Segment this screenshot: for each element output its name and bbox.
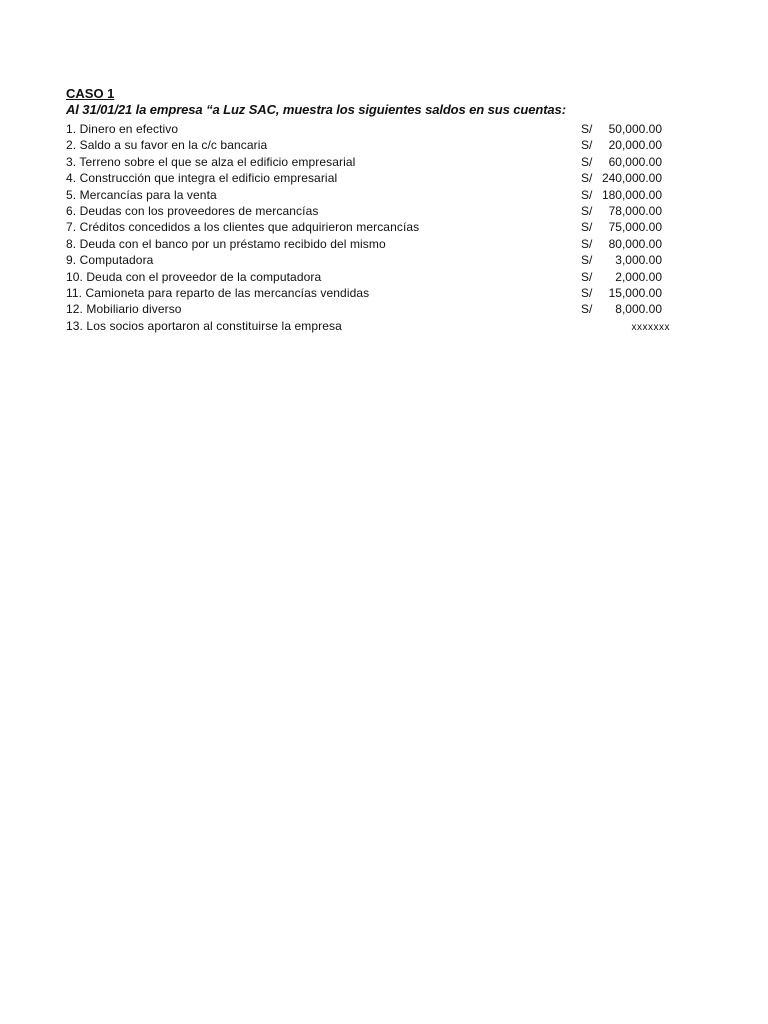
list-item (66, 319, 670, 335)
item-currency: S/ (581, 302, 593, 317)
account-balances-list (66, 122, 670, 335)
list-item (66, 188, 670, 204)
item-amount: 78,000.00 (608, 203, 662, 218)
item-currency: S/ (581, 203, 593, 218)
list-item (66, 155, 670, 171)
item-currency: S/ (581, 122, 593, 136)
item-description: 1. Dinero en efectivo (66, 122, 179, 136)
item-description: 11. Camioneta para reparto de las mercancías vendidas (66, 285, 370, 300)
item-description: 9. Computadora (66, 253, 154, 268)
item-currency: S/ (581, 138, 593, 153)
item-amount: 80,000.00 (608, 236, 662, 251)
item-description: 10. Deuda con el proveedor de la computadora (66, 269, 322, 284)
case-subtitle: Al 31/01/21 la empresa “a Luz SAC, muestra los siguientes saldos en sus cuentas: (66, 102, 566, 117)
item-amount: 2,000.00 (615, 269, 662, 284)
item-amount: 240,000.00 (601, 171, 662, 186)
list-item (66, 253, 670, 269)
item-currency: S/ (581, 285, 593, 300)
item-currency: S/ (581, 269, 593, 284)
item-currency: S/ (581, 236, 593, 251)
list-item (66, 171, 670, 187)
item-description: 6. Deudas con los proveedores de mercancías (66, 203, 319, 218)
item-description: 3. Terreno sobre el que se alza el edificio empresarial (66, 154, 356, 169)
item-currency: S/ (581, 187, 593, 202)
item-amount: 15,000.00 (608, 285, 662, 300)
item-amount: 20,000.00 (608, 138, 662, 153)
list-item (66, 302, 670, 318)
list-item (66, 138, 670, 154)
item-description: 4. Construcción que integra el edificio empresarial (66, 171, 338, 186)
item-amount: 180,000.00 (601, 187, 662, 202)
list-item (66, 270, 670, 286)
item-description: 7. Créditos concedidos a los clientes que adquirieron mercancías (66, 220, 420, 235)
item-description: 12. Mobiliario diverso (66, 302, 182, 317)
list-item (66, 237, 670, 253)
item-amount: 60,000.00 (608, 154, 662, 169)
item-description: 13. Los socios aportaron al constituirse la empresa (66, 318, 342, 333)
item-amount: 75,000.00 (608, 220, 662, 235)
list-item (66, 204, 670, 220)
list-item (66, 122, 670, 138)
list-item (66, 286, 670, 302)
item-currency: S/ (581, 171, 593, 186)
item-currency: S/ (581, 154, 593, 169)
item-currency: S/ (581, 220, 593, 235)
item-amount-placeholder: xxxxxxx (631, 321, 670, 333)
item-amount: 8,000.00 (615, 302, 662, 317)
item-amount: 50,000.00 (608, 122, 662, 136)
item-description: 2. Saldo a su favor en la c/c bancaria (66, 138, 268, 153)
item-description: 8. Deuda con el banco por un préstamo recibido del mismo (66, 236, 386, 251)
case-title: CASO 1 (66, 86, 115, 101)
item-amount: 3,000.00 (615, 253, 662, 268)
item-description: 5. Mercancías para la venta (66, 187, 217, 202)
item-currency: S/ (581, 253, 593, 268)
document-sheet (66, 86, 670, 335)
list-item (66, 220, 670, 236)
